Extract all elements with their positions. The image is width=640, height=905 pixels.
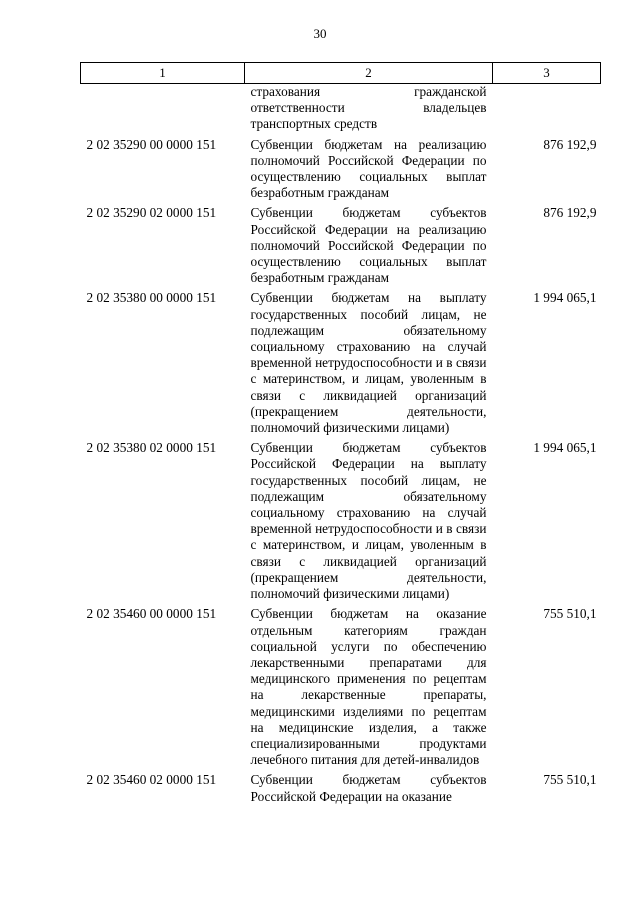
header-col-1: 1: [81, 63, 245, 84]
header-col-2: 2: [245, 63, 493, 84]
header-col-3: 3: [493, 63, 601, 84]
table-row: [81, 290, 601, 440]
table-header-row: [81, 63, 601, 84]
budget-table-container: [80, 62, 600, 809]
row-code: 2 02 35460 02 0000 151: [86, 772, 217, 788]
row-amount: 876 192,9: [543, 136, 597, 152]
row-code: [81, 84, 245, 137]
row-code: 2 02 35290 00 0000 151: [86, 136, 217, 152]
row-code: 2 02 35380 00 0000 151: [86, 290, 217, 306]
row-amount: 876 192,9: [543, 205, 597, 221]
table-row: [81, 606, 601, 772]
row-amount: 1 994 065,1: [533, 440, 597, 456]
row-description: Субвенции бюджетам субъектов Российской Федерации на реализацию полномочий Российской Федерации по осуществлению социальных выплат безработным гражданам: [250, 205, 487, 286]
row-description: Субвенции бюджетам на оказание отдельным категориям граждан социальной услуги по обеспечению лекарственными препаратами для медицинского применения по рецептам на лекарственные препараты, медицинскими изделиями по рецептам на медицинские изделия, а также специализированными продуктами лечебного питания для детей-инвалидов: [250, 606, 487, 768]
table-row: [81, 137, 601, 206]
row-amount: 755 510,1: [543, 772, 597, 788]
table-row: [81, 440, 601, 606]
table-row: [81, 772, 601, 808]
table-row: [81, 205, 601, 290]
row-description: страхования гражданской ответственности владельцев транспортных средств: [250, 84, 487, 132]
row-description: Субвенции бюджетам на выплату государственных пособий лицам, не подлежащим обязательному социальному страхованию на случай временной нетрудоспособности и в связи с материнством, и лицам, уволенным в связи с ликвидацией организаций (прекращением деятельности, полномочий физическими лицами): [250, 290, 487, 436]
row-code: 2 02 35290 02 0000 151: [86, 205, 217, 221]
row-code: 2 02 35460 00 0000 151: [86, 606, 217, 622]
row-amount: [493, 84, 601, 137]
row-description: Субвенции бюджетам субъектов Российской Федерации на оказание: [250, 772, 487, 804]
row-description: Субвенции бюджетам субъектов Российской Федерации на выплату государственных пособий лицам, не подлежащим обязательному социальному страхованию на случай временной нетрудоспособности и в связи с материнством, и лицам, уволенным в связи с ликвидацией организаций (прекращением деятельности, полномочий физическими лицами): [250, 440, 487, 602]
row-code: 2 02 35380 02 0000 151: [86, 440, 217, 456]
budget-table: [80, 62, 601, 809]
row-amount: 755 510,1: [543, 606, 597, 622]
table-row: [81, 84, 601, 137]
row-description: Субвенции бюджетам на реализацию полномочий Российской Федерации по осуществлению социальных выплат безработным гражданам: [250, 136, 487, 201]
page-number: 30: [313, 26, 327, 41]
row-amount: 1 994 065,1: [533, 290, 597, 306]
